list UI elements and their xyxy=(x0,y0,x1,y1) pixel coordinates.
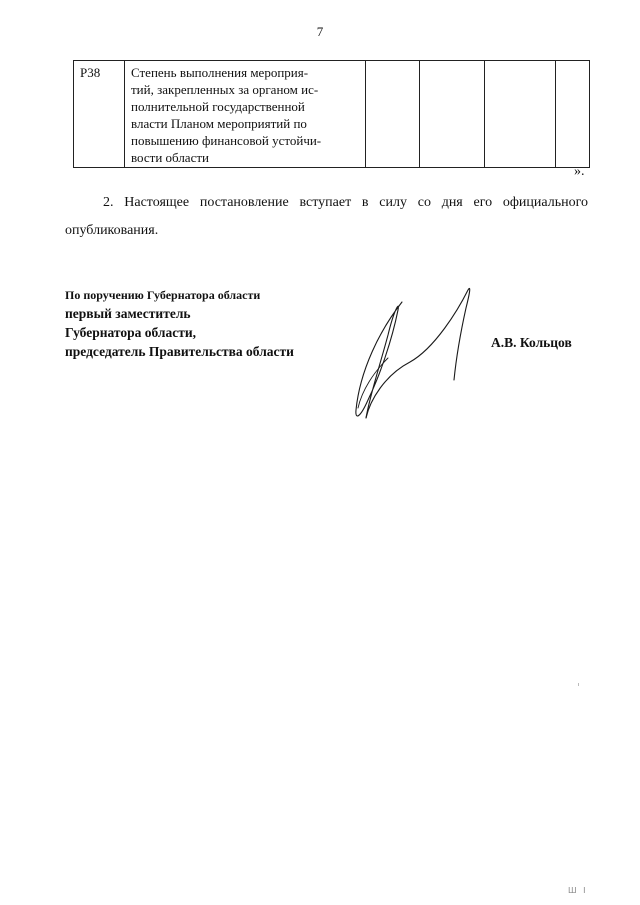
description-line: Степень выполнения мероприя- xyxy=(131,65,309,80)
empty-cell xyxy=(485,61,556,168)
description-line: полнительной государственной xyxy=(131,99,305,114)
indicators-table xyxy=(73,60,590,168)
page-number: 7 xyxy=(316,24,324,39)
signatory-authority: По поручению Губернатора области xyxy=(65,288,261,302)
closing-quote: ». xyxy=(574,164,585,179)
signatory-title: председатель Правительства области xyxy=(65,344,294,359)
scan-speck xyxy=(578,683,579,686)
effective-date-paragraph: 2. Настоящее постановление вступает в силу со дня его официального опубликования. xyxy=(65,195,588,238)
table-row xyxy=(74,61,590,168)
description-line: повышению финансовой устойчи- xyxy=(131,133,322,148)
description-line: вости области xyxy=(131,150,209,165)
footer-mark: Ш I xyxy=(568,886,588,895)
handwritten-signature xyxy=(340,280,480,430)
description-line: власти Планом мероприятий по xyxy=(131,116,307,131)
empty-cell xyxy=(420,61,485,168)
description-line: тий, закрепленных за органом ис- xyxy=(131,82,319,97)
empty-cell xyxy=(366,61,420,168)
signature-block xyxy=(65,287,294,361)
signatory-title: первый заместитель xyxy=(65,306,191,321)
signatory-name: А.В. Кольцов xyxy=(491,335,572,350)
empty-cell xyxy=(556,61,590,168)
indicator-code-cell: Р38 xyxy=(74,61,125,168)
indicator-description-cell xyxy=(125,61,366,168)
signatory-title: Губернатора области, xyxy=(65,325,196,340)
